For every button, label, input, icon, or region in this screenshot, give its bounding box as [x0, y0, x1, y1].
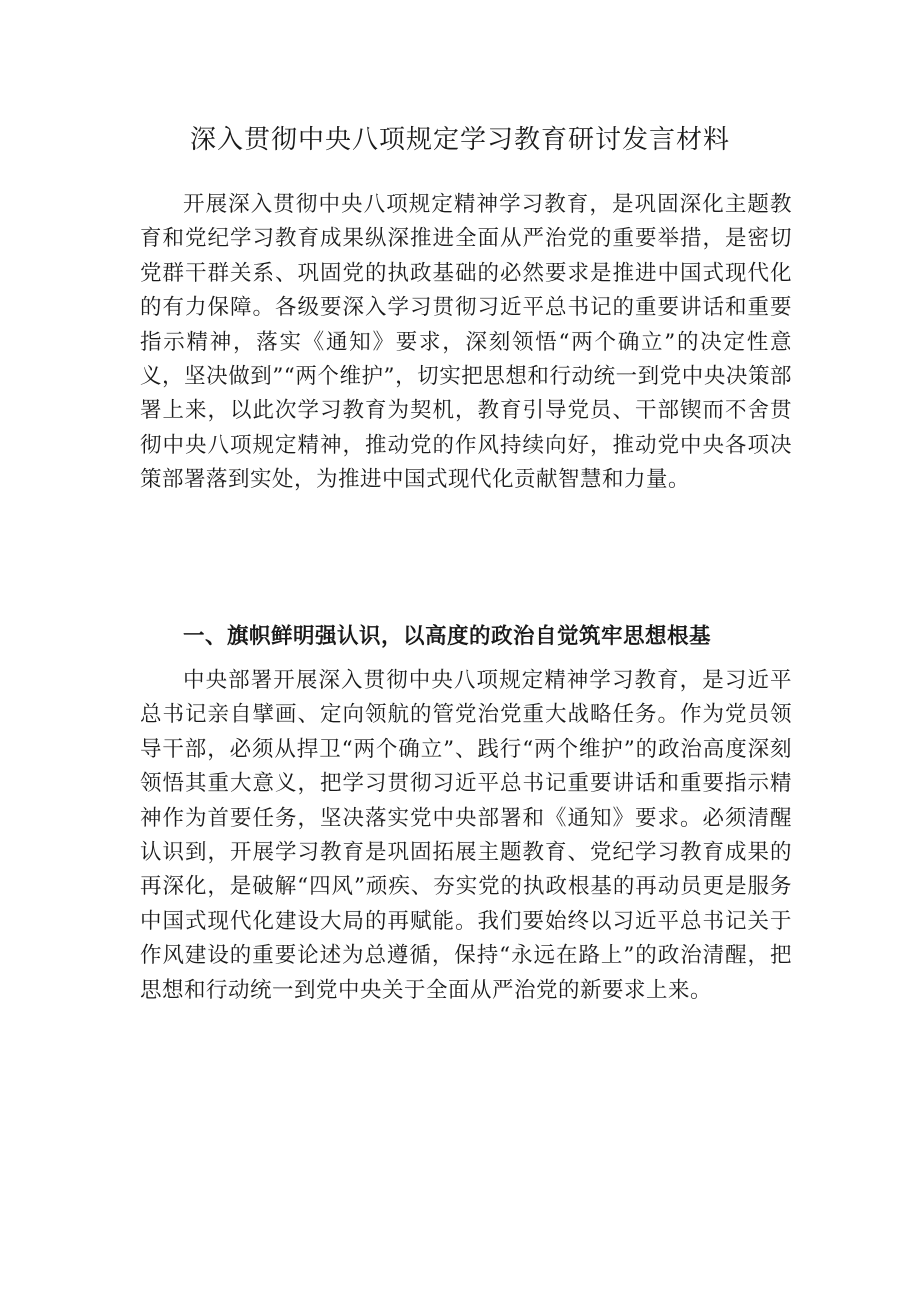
section-paragraph: 中央部署开展深入贯彻中央八项规定精神学习教育，是习近平总书记亲自擘画、定向领航的管党治党重大战略任务。作为党员领导干部，必须从捍卫“两个确立”、践行“两个维护”的政治高度深刻领悟其重大意义，把学习贯彻习近平总书记重要讲话和重要指示精神作为首要任务，坚决落实党中央部署和《通知》要求。必须清醒认识到，开展学习教育是巩固拓展主题教育、党纪学习教育成果的再深化，是破解“四风”顽疾、夯实党的执政根基的再动员更是服务中国式现代化建设大局的再赋能。我们要始终以习近平总书记关于作风建设的重要论述为总遵循，保持“永远在路上”的政治清醒，把思想和行动统一到党中央关于全面从严治党的新要求上来。	[140, 668, 792, 1003]
document-title: 深入贯彻中央八项规定学习教育研讨发言材料	[189, 125, 730, 155]
intro-paragraph: 开展深入贯彻中央八项规定精神学习教育，是巩固深化主题教育和党纪学习教育成果纵深推进全面从严治党的重要举措，是密切党群干群关系、巩固党的执政基础的必然要求是推进中国式现代化的有力保障。各级要深入学习贯彻习近平总书记的重要讲话和重要指示精神，落实《通知》要求，深刻领悟“两个确立”的决定性意义，坚决做到”“两个维护”，切实把思想和行动统一到党中央决策部署上来，以此次学习教育为契机，教育引导党员、干部锲而不舍贯彻中央八项规定精神，推动党的作风持续向好，推动党中央各项决策部署落到实处，为推进中国式现代化贡献智慧和力量。	[140, 192, 792, 493]
section-heading: 一、旗帜鲜明强认识，以高度的政治自觉筑牢思想根基	[183, 624, 712, 649]
